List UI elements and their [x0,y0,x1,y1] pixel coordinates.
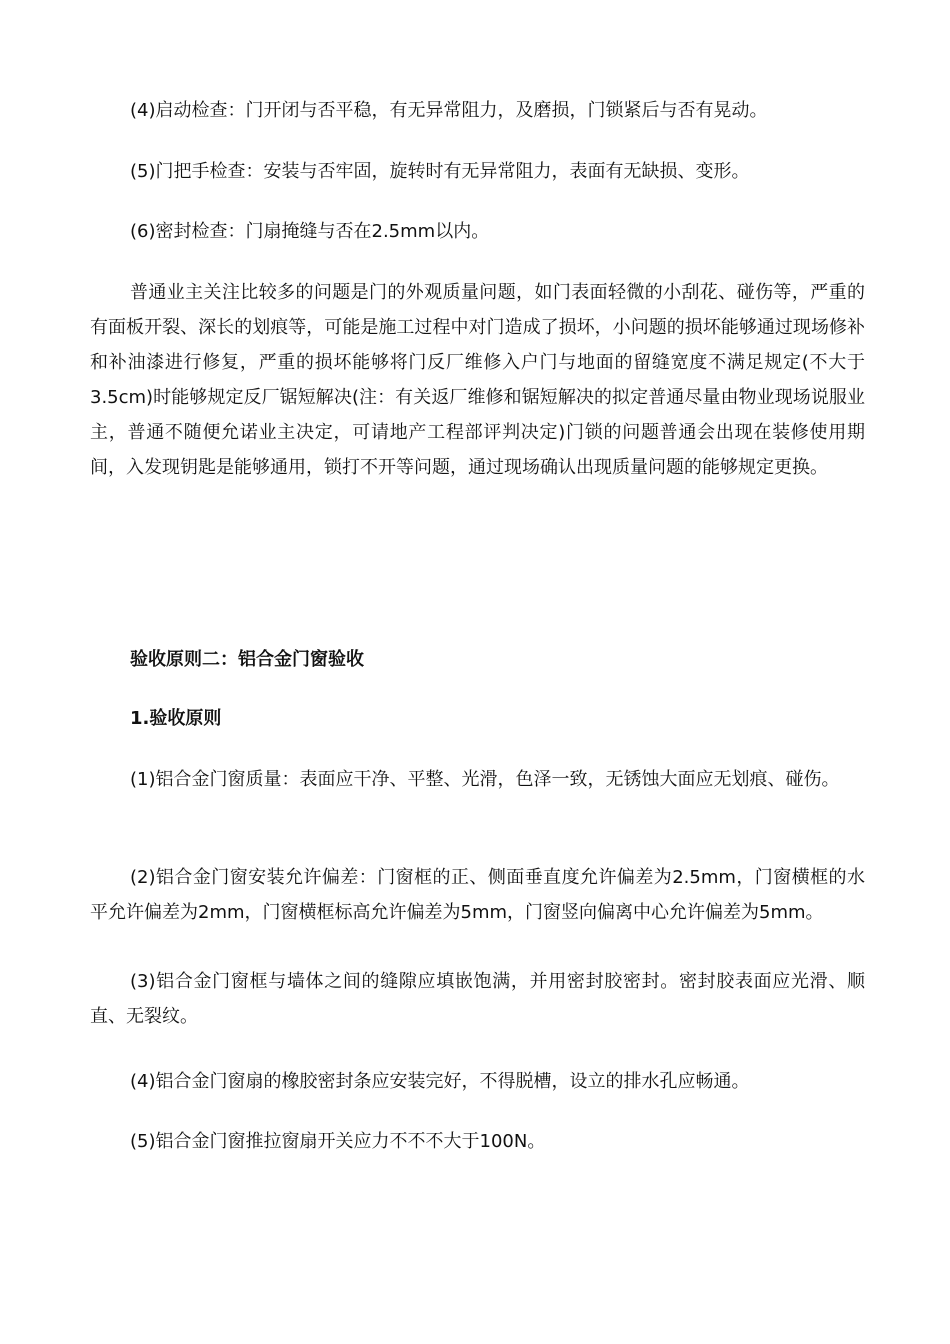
paragraph-tolerance: (2)铝合金门窗安装允许偏差：门窗框的正、侧面垂直度允许偏差为2.5mm，门窗横框的水平允许偏差为2mm，门窗横框标高允许偏差为5mm，门窗竖向偏离中心允许偏差为5mm。 [90,867,865,923]
subsection-title: 1.验收原则 [130,708,222,729]
paragraph-rubber-seal: (4)铝合金门窗扇的橡胶密封条应安装完好，不得脱槽，设立的排水孔应畅通。 [130,1071,750,1092]
paragraph-seal-check: (6)密封检查：门扇掩缝与否在2.5mm以内。 [130,221,490,242]
section-title: 验收原则二：铝合金门窗验收 [130,649,364,670]
paragraph-quality: (1)铝合金门窗质量：表面应干净、平整、光滑，色泽一致，无锈蚀大面应无划痕、碰伤。 [130,769,840,790]
paragraph-handle-check: (5)门把手检查：安装与否牢固，旋转时有无异常阻力，表面有无缺损、变形。 [130,161,750,182]
paragraph-gap-fill: (3)铝合金门窗框与墙体之间的缝隙应填嵌饱满，并用密封胶密封。密封胶表面应光滑、顺直、无裂纹。 [90,971,865,1027]
paragraph-sliding-force: (5)铝合金门窗推拉窗扇开关应力不不不大于100N。 [130,1131,546,1152]
paragraph-start-check: (4)启动检查：门开闭与否平稳，有无异常阻力，及磨损，门锁紧后与否有晃动。 [130,100,768,121]
paragraph-owner-concerns: 普通业主关注比较多的问题是门的外观质量问题，如门表面轻微的小刮花、碰伤等，严重的有面板开裂、深长的划痕等，可能是施工过程中对门造成了损坏，小问题的损坏能够通过现场修补和补油漆进行修复，严重的损坏能够将门反厂维修入户门与地面的留缝宽度不满足规定(不大于3.5cm)时能够规定反厂锯短解决(注：有关返厂维修和锯短解决的拟定普通尽量由物业现场说服业主，普通不随便允诺业主决定，可请地产工程部评判决定)门锁的问题普通会出现在装修使用期间，入发现钥匙是能够通用，锁打不开等问题，通过现场确认出现质量问题的能够规定更换。 [90,282,865,478]
